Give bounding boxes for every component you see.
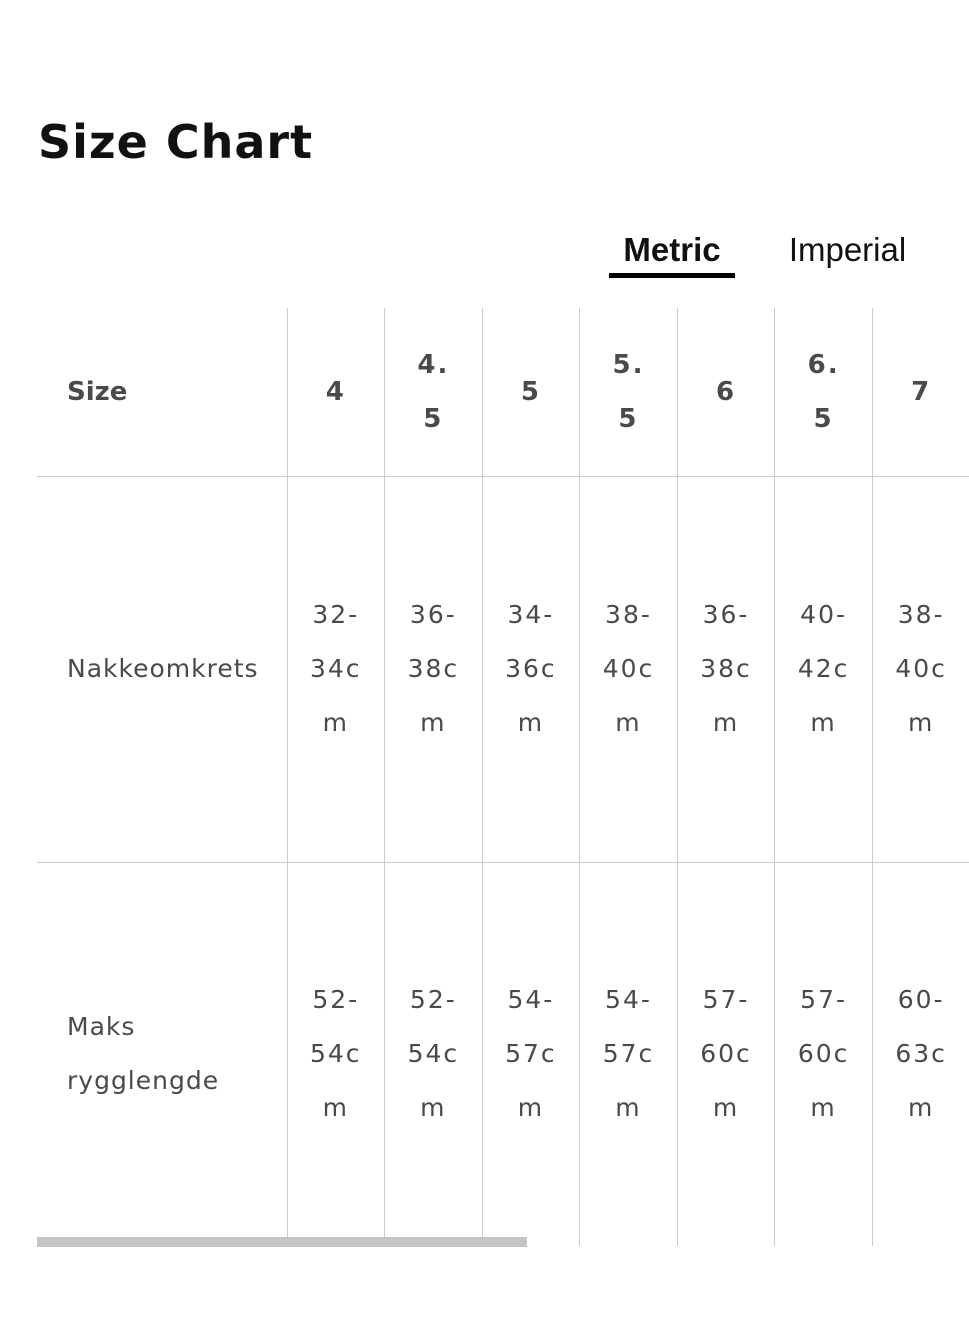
table-cell: 52-54cm [287, 862, 385, 1246]
table-cell: 40-42cm [775, 476, 873, 862]
table-cell: 32-34cm [287, 476, 385, 862]
table-cell: 54-57cm [580, 862, 678, 1246]
table-row [37, 862, 969, 1246]
size-header-cell: 7 [872, 308, 969, 476]
size-header-cell: 5 [482, 308, 580, 476]
size-header-cell: 4 [287, 308, 385, 476]
page-title: Size Chart [38, 115, 314, 169]
tab-metric[interactable]: Metric [609, 226, 735, 278]
size-header-cell: 5.5 [580, 308, 678, 476]
size-table-container[interactable] [37, 308, 947, 1246]
table-cell: 60-63cm [872, 862, 969, 1246]
row-label-neck: Nakkeomkrets [67, 654, 259, 683]
table-cell: 34-36cm [482, 476, 580, 862]
size-header-cell: 4.5 [385, 308, 483, 476]
table-cell: 52-54cm [385, 862, 483, 1246]
size-header-cell: 6 [677, 308, 775, 476]
size-header-cell: 6.5 [775, 308, 873, 476]
table-cell: 57-60cm [775, 862, 873, 1246]
table-cell: 57-60cm [677, 862, 775, 1246]
table-header-row [37, 308, 969, 476]
row-label-back-length: Maks rygglengde [67, 1012, 220, 1096]
table-cell: 38-40cm [580, 476, 678, 862]
table-cell: 54-57cm [482, 862, 580, 1246]
tab-imperial[interactable]: Imperial [788, 231, 907, 268]
table-cell: 36-38cm [677, 476, 775, 862]
table-cell: 36-38cm [385, 476, 483, 862]
table-row [37, 476, 969, 862]
size-table [37, 308, 969, 1246]
size-header-label: Size [67, 376, 128, 407]
table-cell: 38-40cm [872, 476, 969, 862]
horizontal-scrollbar[interactable] [37, 1237, 527, 1247]
